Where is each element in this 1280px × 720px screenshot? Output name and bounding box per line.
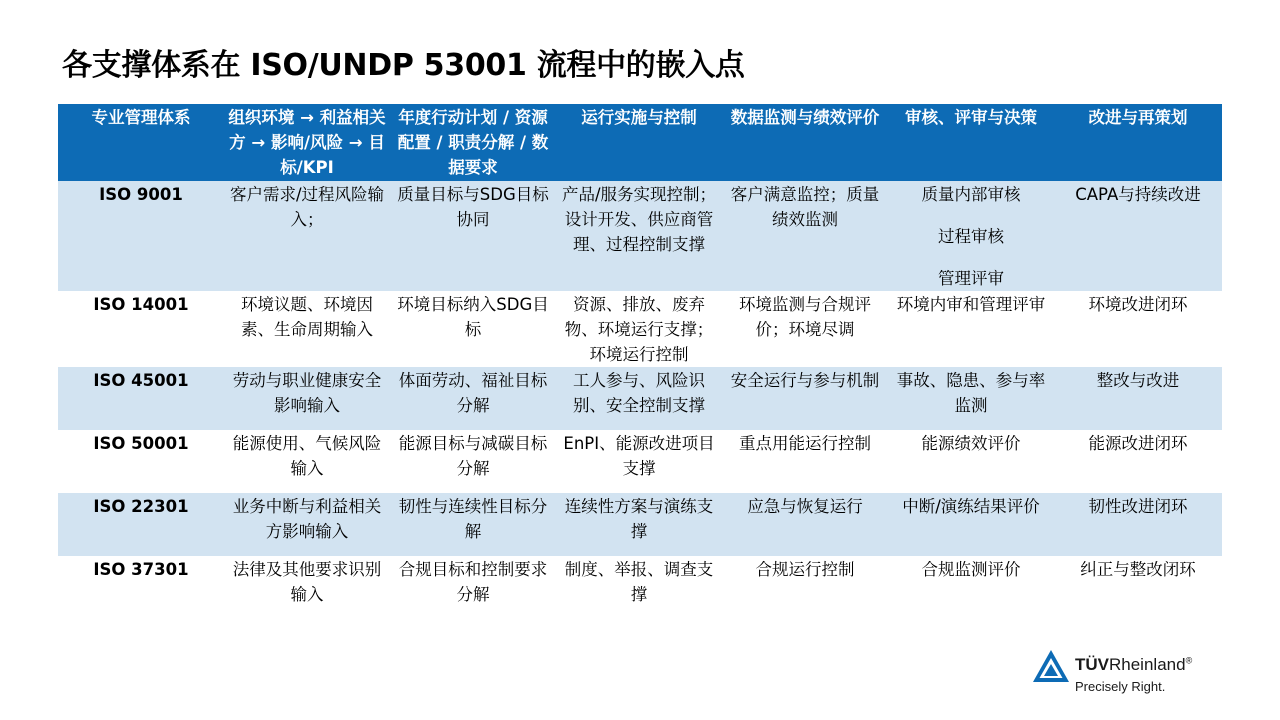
audit-item: 管理评审 xyxy=(938,269,1004,288)
audit-item: 质量内部审核 xyxy=(921,185,1021,204)
context-cell: 环境议题、环境因素、生命周期输入 xyxy=(224,291,390,367)
audit-cell: 合规监测评价 xyxy=(888,556,1054,619)
monitoring-cell: 合规运行控制 xyxy=(722,556,888,619)
context-cell: 业务中断与利益相关方影响输入 xyxy=(224,493,390,556)
improvement-cell: 能源改进闭环 xyxy=(1054,430,1222,493)
audit-cell xyxy=(888,181,1054,291)
improvement-cell: 环境改进闭环 xyxy=(1054,291,1222,367)
logo-wordmark xyxy=(1075,655,1192,675)
registered-mark: ® xyxy=(1185,655,1193,666)
operation-cell: 工人参与、风险识别、安全控制支撑 xyxy=(556,367,722,430)
operation-cell: 产品/服务实现控制；设计开发、供应商管理、过程控制支撑 xyxy=(556,181,722,291)
header-improvement: 改进与再策划 xyxy=(1054,104,1222,181)
header-context: 组织环境 → 利益相关方 → 影响/风险 → 目标/KPI xyxy=(224,104,390,181)
logo-name-regular: Rheinland xyxy=(1109,655,1186,674)
improvement-cell: 韧性改进闭环 xyxy=(1054,493,1222,556)
audit-cell: 能源绩效评价 xyxy=(888,430,1054,493)
context-cell: 法律及其他要求识别输入 xyxy=(224,556,390,619)
standard-cell: ISO 9001 xyxy=(58,181,224,291)
monitoring-cell: 应急与恢复运行 xyxy=(722,493,888,556)
planning-cell: 质量目标与SDG目标协同 xyxy=(390,181,556,291)
context-cell: 客户需求/过程风险输入； xyxy=(224,181,390,291)
embedding-table xyxy=(58,104,1222,619)
monitoring-cell: 环境监测与合规评价；环境尽调 xyxy=(722,291,888,367)
improvement-cell: 整改与改进 xyxy=(1054,367,1222,430)
context-cell: 劳动与职业健康安全影响输入 xyxy=(224,367,390,430)
standard-cell: ISO 14001 xyxy=(58,291,224,367)
planning-cell: 合规目标和控制要求分解 xyxy=(390,556,556,619)
operation-cell: 连续性方案与演练支撑 xyxy=(556,493,722,556)
logo-name-bold: TÜV xyxy=(1075,655,1109,674)
header-operation: 运行实施与控制 xyxy=(556,104,722,181)
table-row-iso-9001 xyxy=(58,181,1222,291)
header-planning: 年度行动计划 / 资源配置 / 职责分解 / 数据要求 xyxy=(390,104,556,181)
monitoring-cell: 重点用能运行控制 xyxy=(722,430,888,493)
slide-title: 各支撑体系在 ISO/UNDP 53001 流程中的嵌入点 xyxy=(62,48,745,83)
logo-tagline: Precisely Right. xyxy=(1075,679,1166,694)
table-row-iso-22301 xyxy=(58,493,1222,556)
standard-cell: ISO 22301 xyxy=(58,493,224,556)
standard-cell: ISO 45001 xyxy=(58,367,224,430)
header-system: 专业管理体系 xyxy=(58,104,224,181)
improvement-cell: 纠正与整改闭环 xyxy=(1054,556,1222,619)
planning-cell: 环境目标纳入SDG目标 xyxy=(390,291,556,367)
tuv-rheinland-logo xyxy=(1032,649,1232,699)
monitoring-cell: 安全运行与参与机制 xyxy=(722,367,888,430)
table-row-iso-45001 xyxy=(58,367,1222,430)
planning-cell: 能源目标与减碳目标分解 xyxy=(390,430,556,493)
operation-cell: 制度、举报、调查支撑 xyxy=(556,556,722,619)
triangle-logo-icon xyxy=(1032,649,1070,683)
standard-cell: ISO 37301 xyxy=(58,556,224,619)
audit-cell: 事故、隐患、参与率监测 xyxy=(888,367,1054,430)
monitoring-cell: 客户满意监控；质量绩效监测 xyxy=(722,181,888,291)
header-audit: 审核、评审与决策 xyxy=(888,104,1054,181)
header-monitoring: 数据监测与绩效评价 xyxy=(722,104,888,181)
table-row-iso-37301 xyxy=(58,556,1222,619)
table-header-row xyxy=(58,104,1222,181)
planning-cell: 韧性与连续性目标分解 xyxy=(390,493,556,556)
context-cell: 能源使用、气候风险输入 xyxy=(224,430,390,493)
planning-cell: 体面劳动、福祉目标分解 xyxy=(390,367,556,430)
audit-cell: 环境内审和管理评审 xyxy=(888,291,1054,367)
operation-cell: EnPI、能源改进项目支撑 xyxy=(556,430,722,493)
audit-cell: 中断/演练结果评价 xyxy=(888,493,1054,556)
improvement-cell: CAPA与持续改进 xyxy=(1054,181,1222,291)
table-row-iso-50001 xyxy=(58,430,1222,493)
audit-item: 过程审核 xyxy=(938,227,1004,246)
operation-cell: 资源、排放、废弃物、环境运行支撑；环境运行控制 xyxy=(556,291,722,367)
table-row-iso-14001 xyxy=(58,291,1222,367)
standard-cell: ISO 50001 xyxy=(58,430,224,493)
